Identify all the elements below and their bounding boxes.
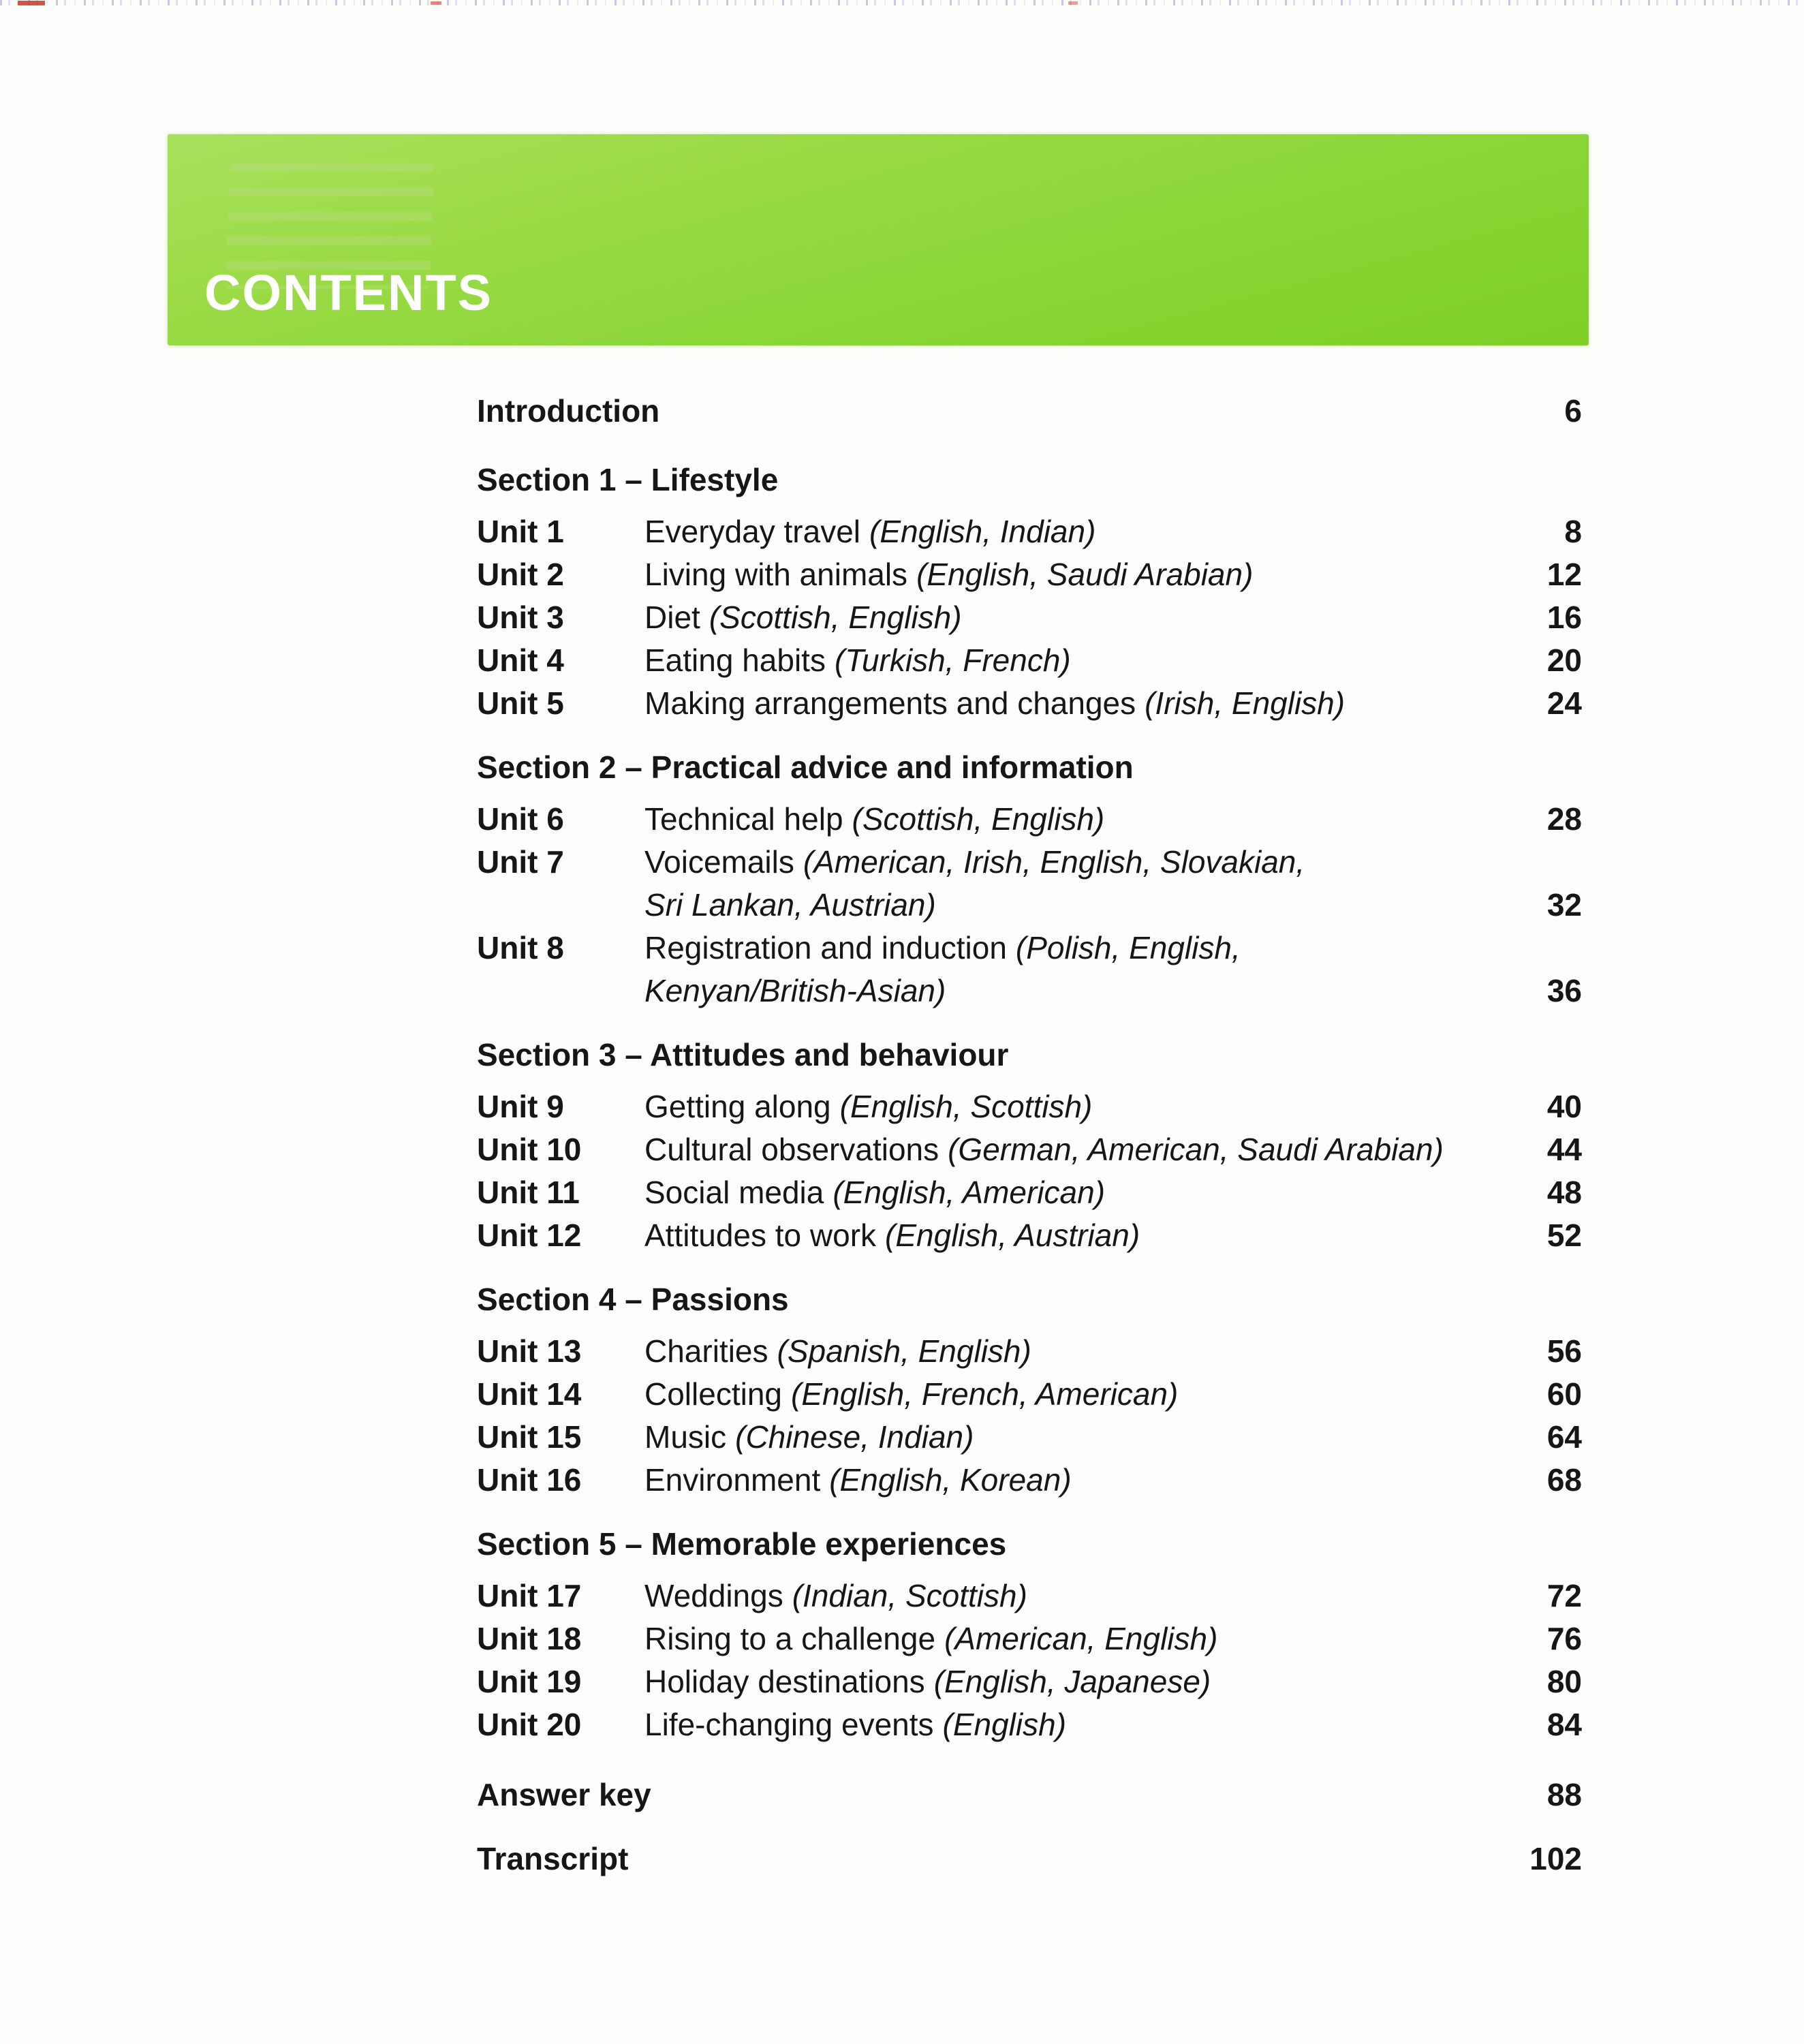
unit-title: Attitudes to work (English, Austrian) [644,1218,1140,1253]
page-number: 64 [1546,1419,1582,1455]
unit-label: Unit 15 [477,1419,582,1455]
scan-artifact [431,1,441,5]
unit-label: Unit 6 [477,801,564,837]
toc-section-2 [477,746,1582,1012]
toc-row-unit-17 [477,1575,1582,1617]
toc-row-unit-11 [477,1171,1582,1214]
section-title: Section 3 – Attitudes and behaviour [477,1037,1009,1072]
unit-languages: (Irish, English) [1145,685,1346,721]
entry-label: Answer key [477,1777,651,1812]
entry-label: Introduction [477,393,660,429]
page-number: 28 [1546,801,1582,837]
unit-title: Technical help (Scottish, English) [644,801,1105,837]
unit-title: Living with animals (English, Saudi Arabian) [644,557,1254,592]
unit-title: Life-changing events (English) [644,1707,1067,1742]
toc-row-unit-10 [477,1128,1582,1171]
toc-row-unit-18 [477,1617,1582,1660]
unit-title: Diet (Scottish, English) [644,600,962,635]
toc-row-unit-16 [477,1459,1582,1502]
toc-row-unit-14 [477,1373,1582,1416]
page-number: 12 [1546,557,1582,592]
unit-title: Charities (Spanish, English) [644,1333,1031,1369]
unit-languages: (Scottish, English) [709,600,962,635]
unit-languages: (Spanish, English) [777,1333,1031,1369]
toc-row-introduction [477,390,1582,433]
toc-row-unit-13 [477,1330,1582,1373]
toc-row-unit-12 [477,1214,1582,1257]
unit-title: Making arrangements and changes (Irish, English) [644,685,1346,721]
section-title: Section 2 – Practical advice and information [477,749,1134,785]
entry-label: Transcript [477,1841,629,1876]
toc-row-transcript [477,1838,1582,1880]
page-number: 102 [1529,1841,1582,1876]
unit-label: Unit 9 [477,1089,564,1124]
toc-row-unit-15 [477,1416,1582,1459]
page-number: 88 [1546,1777,1582,1812]
table-of-contents [477,390,1582,1880]
unit-languages: (English, Austrian) [885,1218,1140,1253]
unit-title: Voicemails (American, Irish, English, Slovakian, Sri Lankan, Austrian) [644,841,1473,927]
unit-label: Unit 1 [477,514,564,549]
toc-row-unit-19 [477,1660,1582,1703]
unit-label: Unit 2 [477,557,564,592]
unit-languages: (English, American) [833,1175,1106,1210]
unit-label: Unit 13 [477,1333,582,1369]
unit-label: Unit 5 [477,685,564,721]
unit-languages: (English, Indian) [869,514,1096,549]
unit-title: Music (Chinese, Indian) [644,1419,974,1455]
scan-artifact [18,1,45,5]
unit-label: Unit 12 [477,1218,582,1253]
unit-languages: (English, Japanese) [933,1664,1211,1699]
unit-title: Environment (English, Korean) [644,1462,1072,1498]
unit-languages: (Indian, Scottish) [792,1578,1027,1613]
toc-row-unit-20 [477,1703,1582,1746]
unit-languages: (American, English) [944,1621,1218,1656]
unit-title: Rising to a challenge (American, English) [644,1621,1218,1656]
toc-row-unit-8 [477,927,1582,1012]
unit-title: Everyday travel (English, Indian) [644,514,1096,549]
toc-row-unit-6 [477,798,1582,841]
unit-title: Holiday destinations (English, Japanese) [644,1664,1211,1699]
toc-section-3 [477,1034,1582,1257]
page-number: 36 [1546,973,1582,1008]
page-number: 40 [1546,1089,1582,1124]
page-number: 68 [1546,1462,1582,1498]
unit-languages: (English, Scottish) [839,1089,1093,1124]
toc-row-unit-5 [477,682,1582,725]
page-number: 24 [1546,685,1582,721]
unit-languages: (Chinese, Indian) [735,1419,974,1455]
scan-noise-strip [0,0,1804,5]
unit-languages: (Scottish, English) [852,801,1105,837]
page-number: 76 [1546,1621,1582,1656]
unit-languages: (Turkish, French) [834,642,1071,678]
page-number: 48 [1546,1175,1582,1210]
unit-languages: (English, Saudi Arabian) [916,557,1254,592]
unit-languages-continued: Kenyan/British-Asian) [644,973,946,1008]
page-number: 80 [1546,1664,1582,1699]
page-number: 20 [1546,642,1582,678]
toc-row-unit-7 [477,841,1582,927]
scan-artifact [1068,1,1078,5]
toc-section-4 [477,1278,1582,1502]
unit-title: Registration and induction (Polish, English, Kenyan/British-Asian) [644,927,1473,1012]
toc-row-unit-1 [477,510,1582,553]
toc-row-unit-3 [477,596,1582,639]
unit-label: Unit 10 [477,1132,582,1167]
page-number: 52 [1546,1218,1582,1253]
unit-languages: (Polish, English, [1015,930,1241,965]
unit-languages: (English, Korean) [829,1462,1072,1498]
unit-languages: (English, French, American) [791,1376,1179,1412]
unit-label: Unit 11 [477,1175,580,1210]
unit-label: Unit 16 [477,1462,582,1498]
unit-languages-continued: Sri Lankan, Austrian) [644,887,936,923]
page-number: 32 [1546,887,1582,923]
toc-section-5 [477,1523,1582,1746]
unit-label: Unit 7 [477,844,564,880]
unit-label: Unit 14 [477,1376,582,1412]
page-number: 8 [1564,514,1582,549]
unit-title: Cultural observations (German, American, Saudi Arabian) [644,1132,1444,1167]
toc-section-1 [477,459,1582,725]
unit-label: Unit 8 [477,930,564,965]
unit-title: Collecting (English, French, American) [644,1376,1179,1412]
page-number: 44 [1546,1132,1582,1167]
section-title: Section 5 – Memorable experiences [477,1526,1007,1562]
section-title: Section 4 – Passions [477,1282,789,1317]
page-number: 60 [1546,1376,1582,1412]
toc-row-unit-9 [477,1085,1582,1128]
section-title: Section 1 – Lifestyle [477,462,779,497]
toc-row-unit-4 [477,639,1582,682]
unit-label: Unit 19 [477,1664,582,1699]
unit-title: Weddings (Indian, Scottish) [644,1578,1027,1613]
unit-label: Unit 3 [477,600,564,635]
unit-title: Social media (English, American) [644,1175,1106,1210]
contents-banner [168,134,1589,345]
unit-label: Unit 18 [477,1621,582,1656]
unit-label: Unit 17 [477,1578,582,1613]
unit-title: Eating habits (Turkish, French) [644,642,1071,678]
unit-languages: (German, American, Saudi Arabian) [948,1132,1444,1167]
unit-languages: (English) [942,1707,1067,1742]
toc-row-unit-2 [477,553,1582,596]
page-number: 56 [1546,1333,1582,1369]
page-number: 16 [1546,600,1582,635]
page-number: 72 [1546,1578,1582,1613]
unit-label: Unit 4 [477,642,564,678]
unit-title: Getting along (English, Scottish) [644,1089,1093,1124]
toc-row-answer-key [477,1774,1582,1816]
unit-languages: (American, Irish, English, Slovakian, [803,844,1305,880]
page-title: CONTENTS [204,264,493,321]
page-number: 84 [1546,1707,1582,1742]
page-number: 6 [1564,393,1582,429]
unit-label: Unit 20 [477,1707,582,1742]
